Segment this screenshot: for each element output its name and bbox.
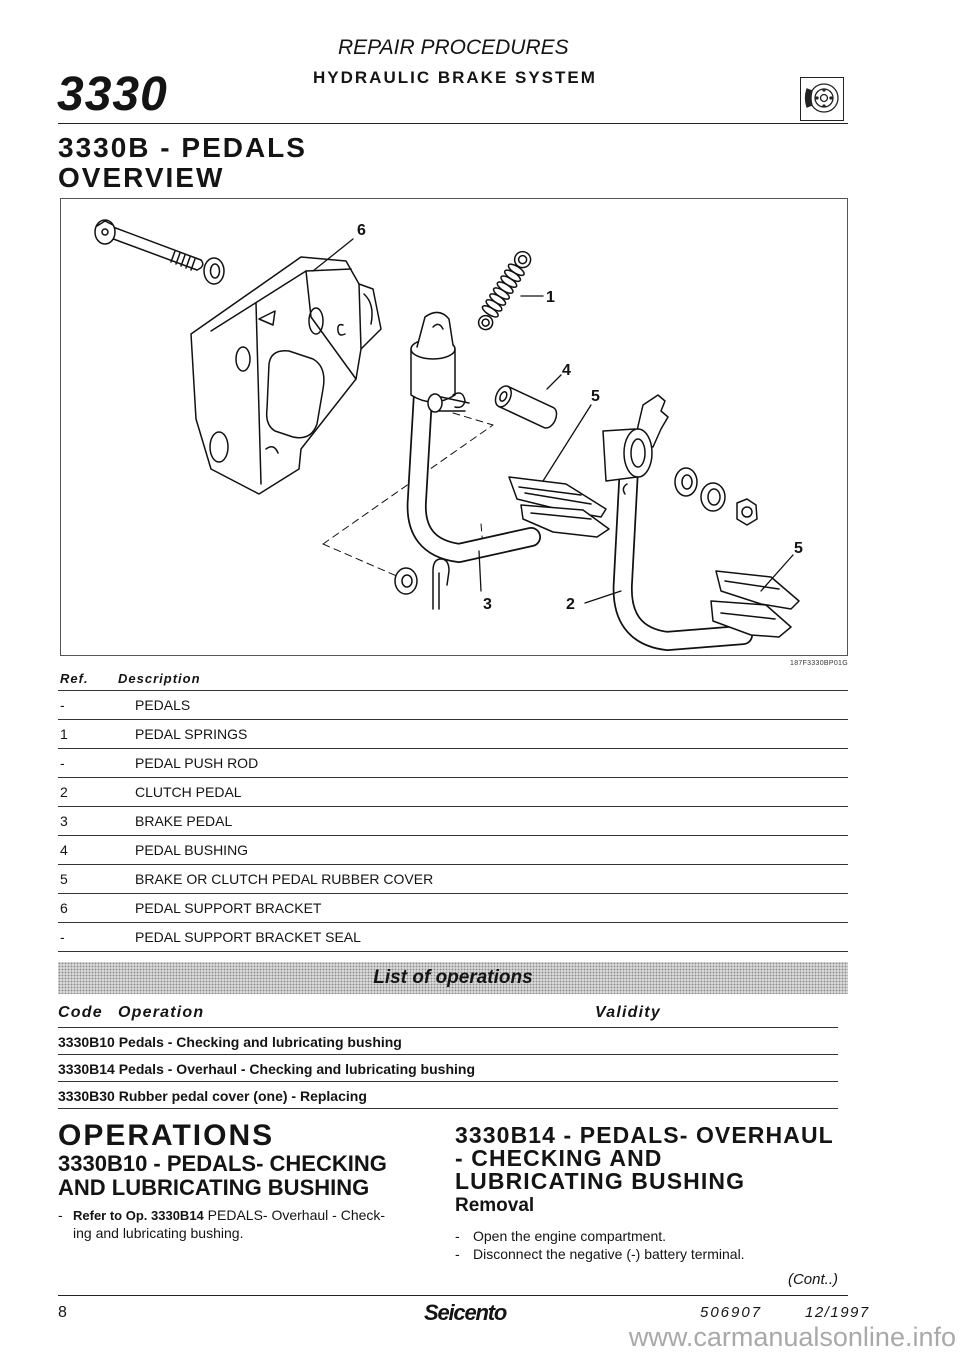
description-cell: BRAKE OR CLUTCH PEDAL RUBBER COVER bbox=[135, 871, 434, 887]
checking-subheading-line1: 3330B10 - PEDALS- CHECKING bbox=[58, 1151, 387, 1176]
overhaul-heading-line1: 3330B14 - PEDALS- OVERHAUL bbox=[455, 1122, 834, 1148]
watermark: www.carmanualsonline.info bbox=[628, 1322, 956, 1352]
pedal-assembly-diagram bbox=[61, 199, 847, 655]
step-bullet: - bbox=[58, 1207, 63, 1223]
drawing-code: 187F3330BP01G bbox=[790, 660, 848, 667]
ref-cell: 3 bbox=[60, 813, 68, 829]
exploded-view-figure bbox=[60, 198, 848, 656]
table-row bbox=[58, 720, 848, 749]
table-row bbox=[58, 778, 848, 807]
table-row bbox=[58, 807, 848, 836]
ref-cell: 1 bbox=[60, 726, 68, 742]
callout-2: 2 bbox=[566, 596, 575, 613]
description-cell: BRAKE PEDAL bbox=[135, 813, 233, 829]
description-cell: PEDAL PUSH ROD bbox=[135, 755, 259, 771]
callout-4: 4 bbox=[562, 362, 571, 379]
removal-step bbox=[455, 1245, 745, 1263]
ref-cell: - bbox=[60, 929, 65, 945]
table-row bbox=[58, 1055, 838, 1082]
mounting-bolt bbox=[95, 220, 203, 270]
table-row bbox=[58, 836, 848, 865]
footer-divider bbox=[58, 1295, 848, 1296]
description-cell: PEDAL SUPPORT BRACKET SEAL bbox=[135, 929, 361, 945]
description-column-header: Description bbox=[118, 671, 201, 686]
support-bracket bbox=[191, 257, 381, 494]
operation-code: 3330B10 bbox=[58, 1034, 115, 1050]
table-row bbox=[58, 865, 848, 894]
publication-date: 12/1997 bbox=[805, 1304, 870, 1321]
overhaul-heading-line2: - CHECKING AND bbox=[455, 1145, 663, 1171]
step-text: PEDALS- Overhaul - Check- bbox=[203, 1207, 386, 1223]
table-row bbox=[58, 1028, 838, 1055]
continued-note: (Cont..) bbox=[787, 1271, 838, 1288]
step-text: Disconnect the negative (-) battery terminal. bbox=[473, 1246, 745, 1262]
step-bullet: - bbox=[455, 1228, 460, 1244]
section-label: REPAIR PROCEDURES bbox=[338, 36, 569, 59]
pedal-pin-retainer bbox=[395, 559, 449, 609]
page-subtitle: OVERVIEW bbox=[58, 162, 225, 193]
callout-5-upper: 5 bbox=[591, 388, 600, 405]
operations-table bbox=[58, 998, 838, 1109]
brake-disc-icon bbox=[800, 77, 844, 121]
header-divider bbox=[58, 123, 848, 124]
description-cell: PEDAL SPRINGS bbox=[135, 726, 248, 742]
step-bullet: - bbox=[455, 1246, 460, 1262]
description-cell: PEDAL BUSHING bbox=[135, 842, 249, 858]
ref-column-header: Ref. bbox=[60, 671, 89, 686]
operation-code: 3330B30 bbox=[58, 1088, 115, 1104]
callout-6: 6 bbox=[357, 222, 366, 239]
ref-cell: - bbox=[60, 755, 65, 771]
ref-cell: - bbox=[60, 697, 65, 713]
brand-logo: Seicento bbox=[424, 1300, 507, 1325]
operation-description: Rubber pedal cover (one) - Replacing bbox=[118, 1088, 367, 1104]
description-cell: PEDALS bbox=[135, 697, 191, 713]
ref-cell: 5 bbox=[60, 871, 68, 887]
checking-subheading-line2: AND LUBRICATING BUSHING bbox=[58, 1175, 370, 1200]
validity-column-header: Validity bbox=[595, 1004, 661, 1021]
page-title: 3330B - PEDALS bbox=[58, 132, 307, 163]
system-title: HYDRAULIC BRAKE SYSTEM bbox=[313, 68, 597, 87]
pedal-spring bbox=[473, 248, 535, 332]
callout-1: 1 bbox=[546, 289, 555, 306]
operation-column-header: Operation bbox=[118, 1004, 205, 1021]
table-row bbox=[58, 923, 848, 952]
callout-5-lower: 5 bbox=[794, 540, 803, 557]
document-number: 506907 bbox=[700, 1304, 763, 1321]
ref-cell: 2 bbox=[60, 784, 68, 800]
operation-description: Pedals - Checking and lubricating bushing bbox=[118, 1034, 402, 1050]
parts-table-header bbox=[58, 668, 848, 691]
overhaul-heading-line3: LUBRICATING BUSHING bbox=[455, 1168, 746, 1194]
ref-cell: 6 bbox=[60, 900, 68, 916]
table-row bbox=[58, 894, 848, 923]
table-row bbox=[58, 749, 848, 778]
description-cell: PEDAL SUPPORT BRACKET bbox=[135, 900, 322, 916]
description-cell: CLUTCH PEDAL bbox=[135, 784, 242, 800]
step-text: Open the engine compartment. bbox=[473, 1228, 667, 1244]
table-row bbox=[58, 691, 848, 720]
operations-heading: OPERATIONS bbox=[58, 1119, 275, 1152]
removal-step bbox=[455, 1227, 667, 1245]
checking-step bbox=[58, 1206, 386, 1224]
group-code: 3330 bbox=[57, 68, 168, 121]
ref-cell: 4 bbox=[60, 842, 68, 858]
step-reference: Refer to Op. 3330B14 bbox=[73, 1208, 204, 1223]
page-number: 8 bbox=[58, 1304, 67, 1321]
callout-3: 3 bbox=[483, 596, 492, 613]
operation-description: Pedals - Overhaul - Checking and lubricating bushing bbox=[118, 1061, 475, 1077]
removal-subheading: Removal bbox=[455, 1195, 535, 1216]
operation-code: 3330B14 bbox=[58, 1061, 115, 1077]
parts-table bbox=[58, 668, 848, 952]
bolt-washer bbox=[204, 258, 224, 284]
table-row bbox=[58, 1082, 838, 1109]
operations-table-header bbox=[58, 998, 838, 1028]
brake-pedal-rubber-cover bbox=[509, 477, 609, 537]
code-column-header: Code bbox=[58, 1004, 103, 1021]
pivot-hardware bbox=[675, 468, 757, 525]
brake-pedal bbox=[411, 312, 531, 553]
step-text-line2: ing and lubricating bushing. bbox=[73, 1225, 244, 1241]
operations-banner: List of operations bbox=[58, 962, 848, 994]
pedal-bushing bbox=[492, 384, 559, 431]
step-text-line1 bbox=[73, 1206, 385, 1225]
